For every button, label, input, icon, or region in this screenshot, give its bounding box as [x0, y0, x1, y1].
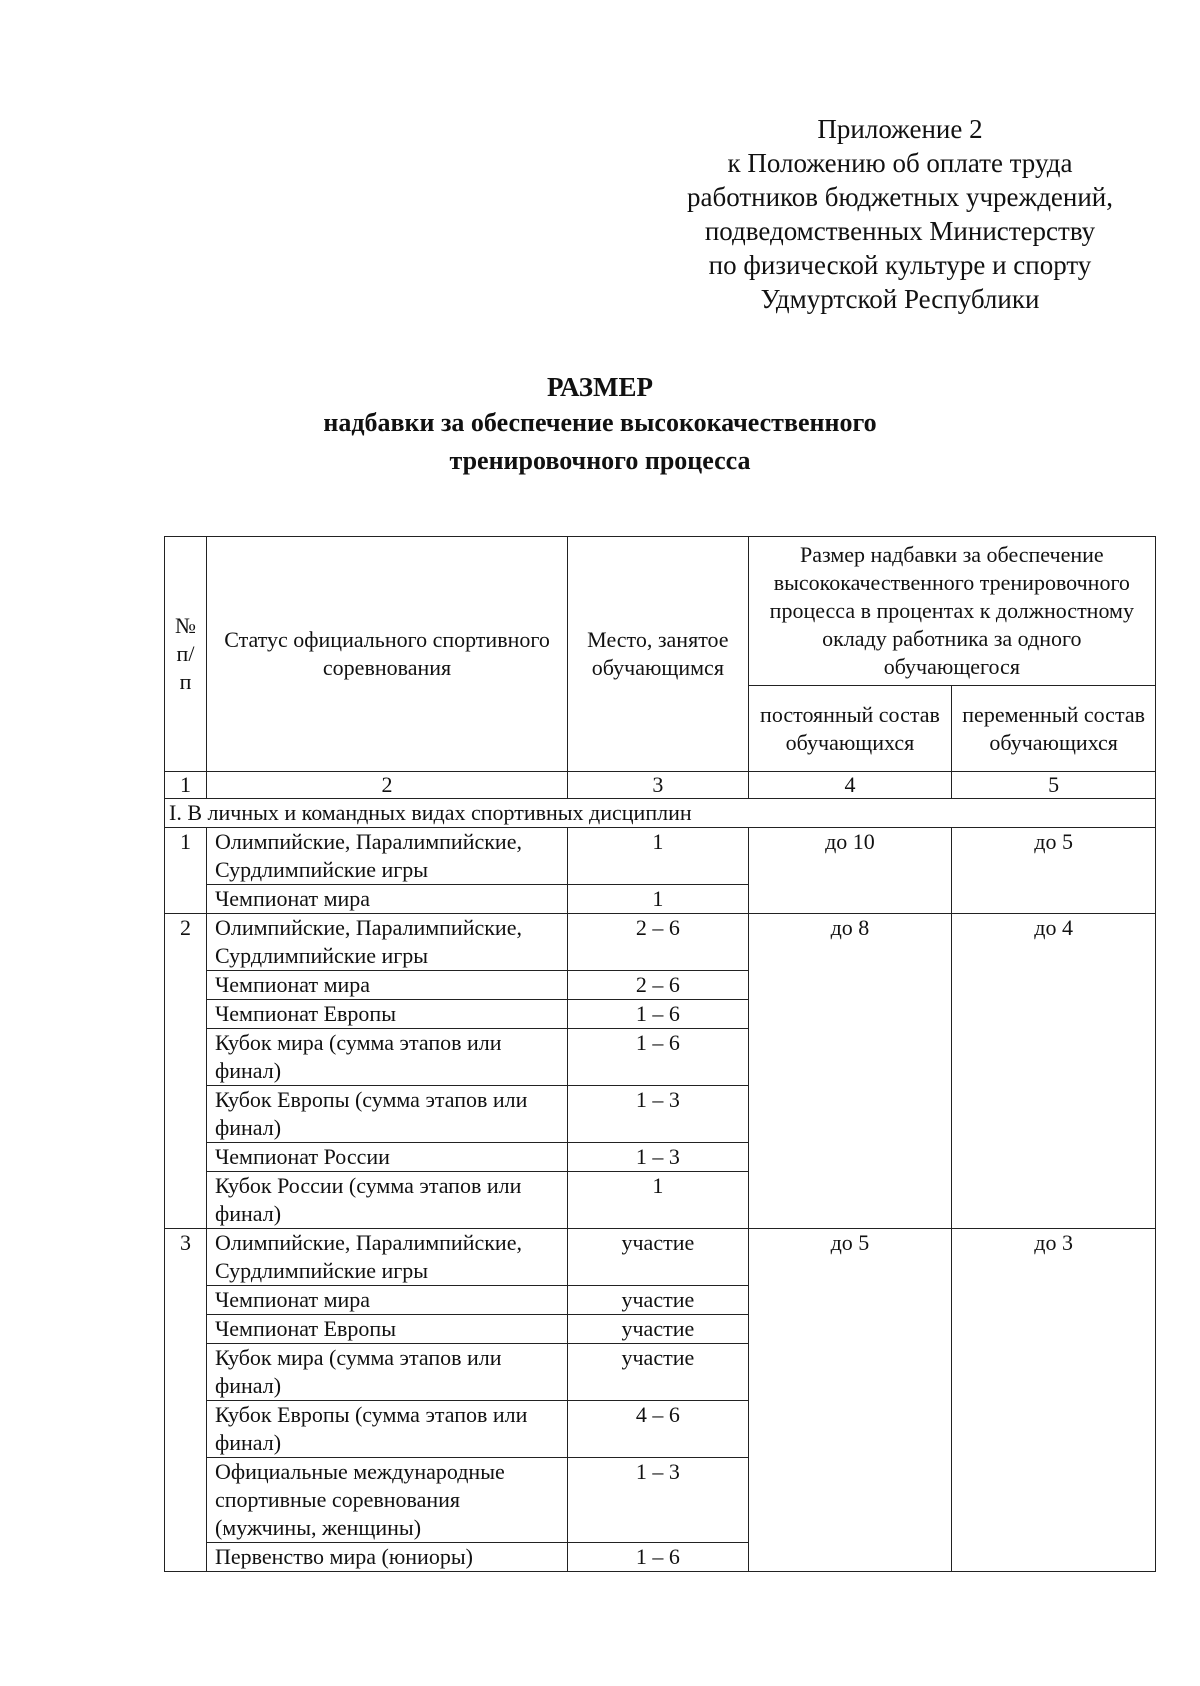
- bonus-variable: до 3: [952, 1229, 1156, 1572]
- header-place: Место, занятое обучающимся: [568, 537, 749, 772]
- competition-status: Чемпионат мира: [206, 1286, 567, 1315]
- appendix-line: к Положению об оплате труда: [727, 148, 1073, 178]
- index-cell: 2: [206, 772, 567, 799]
- place-taken: 1 – 6: [568, 1000, 749, 1029]
- index-cell: 5: [952, 772, 1156, 799]
- index-row: [165, 772, 1156, 799]
- index-cell: 1: [165, 772, 207, 799]
- competition-status: Кубок мира (сумма этапов или финал): [206, 1344, 567, 1401]
- row-number: 1: [165, 828, 207, 914]
- appendix-line: работников бюджетных учреждений,: [686, 182, 1114, 212]
- table-row: [165, 828, 1156, 885]
- place-taken: 2 – 6: [568, 914, 749, 971]
- table-row: [165, 1229, 1156, 1286]
- place-taken: 1: [568, 1172, 749, 1229]
- place-taken: участие: [568, 1229, 749, 1286]
- bonus-permanent: до 5: [748, 1229, 952, 1572]
- bonus-variable: до 4: [952, 914, 1156, 1229]
- table-row: [165, 914, 1156, 971]
- competition-status: Чемпионат мира: [206, 971, 567, 1000]
- place-taken: участие: [568, 1315, 749, 1344]
- competition-status: Чемпионат Европы: [206, 1315, 567, 1344]
- header-variable: переменный состав обучающихся: [952, 686, 1156, 772]
- place-taken: 1: [568, 828, 749, 885]
- place-taken: 4 – 6: [568, 1401, 749, 1458]
- header-status: Статус официального спортивного соревнования: [206, 537, 567, 772]
- bonus-table: [164, 536, 1156, 1572]
- appendix-line: Удмуртской Республики: [760, 284, 1040, 314]
- place-taken: участие: [568, 1286, 749, 1315]
- competition-status: Олимпийские, Паралимпийские, Сурдлимпийские игры: [206, 914, 567, 971]
- place-taken: 1 – 6: [568, 1543, 749, 1572]
- competition-status: Чемпионат Европы: [206, 1000, 567, 1029]
- bonus-variable: до 5: [952, 828, 1156, 914]
- title-subtitle: надбавки за обеспечение высококачественного: [323, 408, 877, 437]
- title-subtitle: тренировочного процесса: [449, 446, 751, 475]
- place-taken: 2 – 6: [568, 971, 749, 1000]
- row-number: 2: [165, 914, 207, 1229]
- place-taken: 1: [568, 885, 749, 914]
- title-main: РАЗМЕР: [546, 372, 654, 402]
- header-number: № п/п: [165, 537, 207, 772]
- section-heading: I. В личных и командных видах спортивных дисциплин: [165, 799, 1156, 828]
- index-cell: 4: [748, 772, 952, 799]
- row-number: 3: [165, 1229, 207, 1572]
- competition-status: Кубок России (сумма этапов или финал): [206, 1172, 567, 1229]
- competition-status: Олимпийские, Паралимпийские, Сурдлимпийские игры: [206, 828, 567, 885]
- competition-status: Кубок Европы (сумма этапов или финал): [206, 1086, 567, 1143]
- appendix-line: подведомственных Министерству: [704, 216, 1096, 246]
- competition-status: Чемпионат мира: [206, 885, 567, 914]
- place-taken: 1 – 3: [568, 1458, 749, 1543]
- place-taken: участие: [568, 1344, 749, 1401]
- competition-status: Кубок мира (сумма этапов или финал): [206, 1029, 567, 1086]
- place-taken: 1 – 3: [568, 1143, 749, 1172]
- competition-status: Олимпийские, Паралимпийские, Сурдлимпийские игры: [206, 1229, 567, 1286]
- place-taken: 1 – 3: [568, 1086, 749, 1143]
- competition-status: Чемпионат России: [206, 1143, 567, 1172]
- appendix-line: по физической культуре и спорту: [708, 250, 1092, 280]
- place-taken: 1 – 6: [568, 1029, 749, 1086]
- section-row: [165, 799, 1156, 828]
- competition-status: Кубок Европы (сумма этапов или финал): [206, 1401, 567, 1458]
- header-permanent: постоянный состав обучающихся: [748, 686, 952, 772]
- bonus-permanent: до 10: [748, 828, 952, 914]
- competition-status: Первенство мира (юниоры): [206, 1543, 567, 1572]
- header-bonus-size: Размер надбавки за обеспечение высококачественного тренировочного процесса в процентах к должностному окладу работника за одного обучающегося: [748, 537, 1155, 686]
- index-cell: 3: [568, 772, 749, 799]
- document-title: [200, 370, 1000, 480]
- appendix-line: Приложение 2: [817, 114, 983, 144]
- competition-status: Официальные международные спортивные соревнования (мужчины, женщины): [206, 1458, 567, 1543]
- appendix-reference: [640, 112, 1160, 316]
- bonus-permanent: до 8: [748, 914, 952, 1229]
